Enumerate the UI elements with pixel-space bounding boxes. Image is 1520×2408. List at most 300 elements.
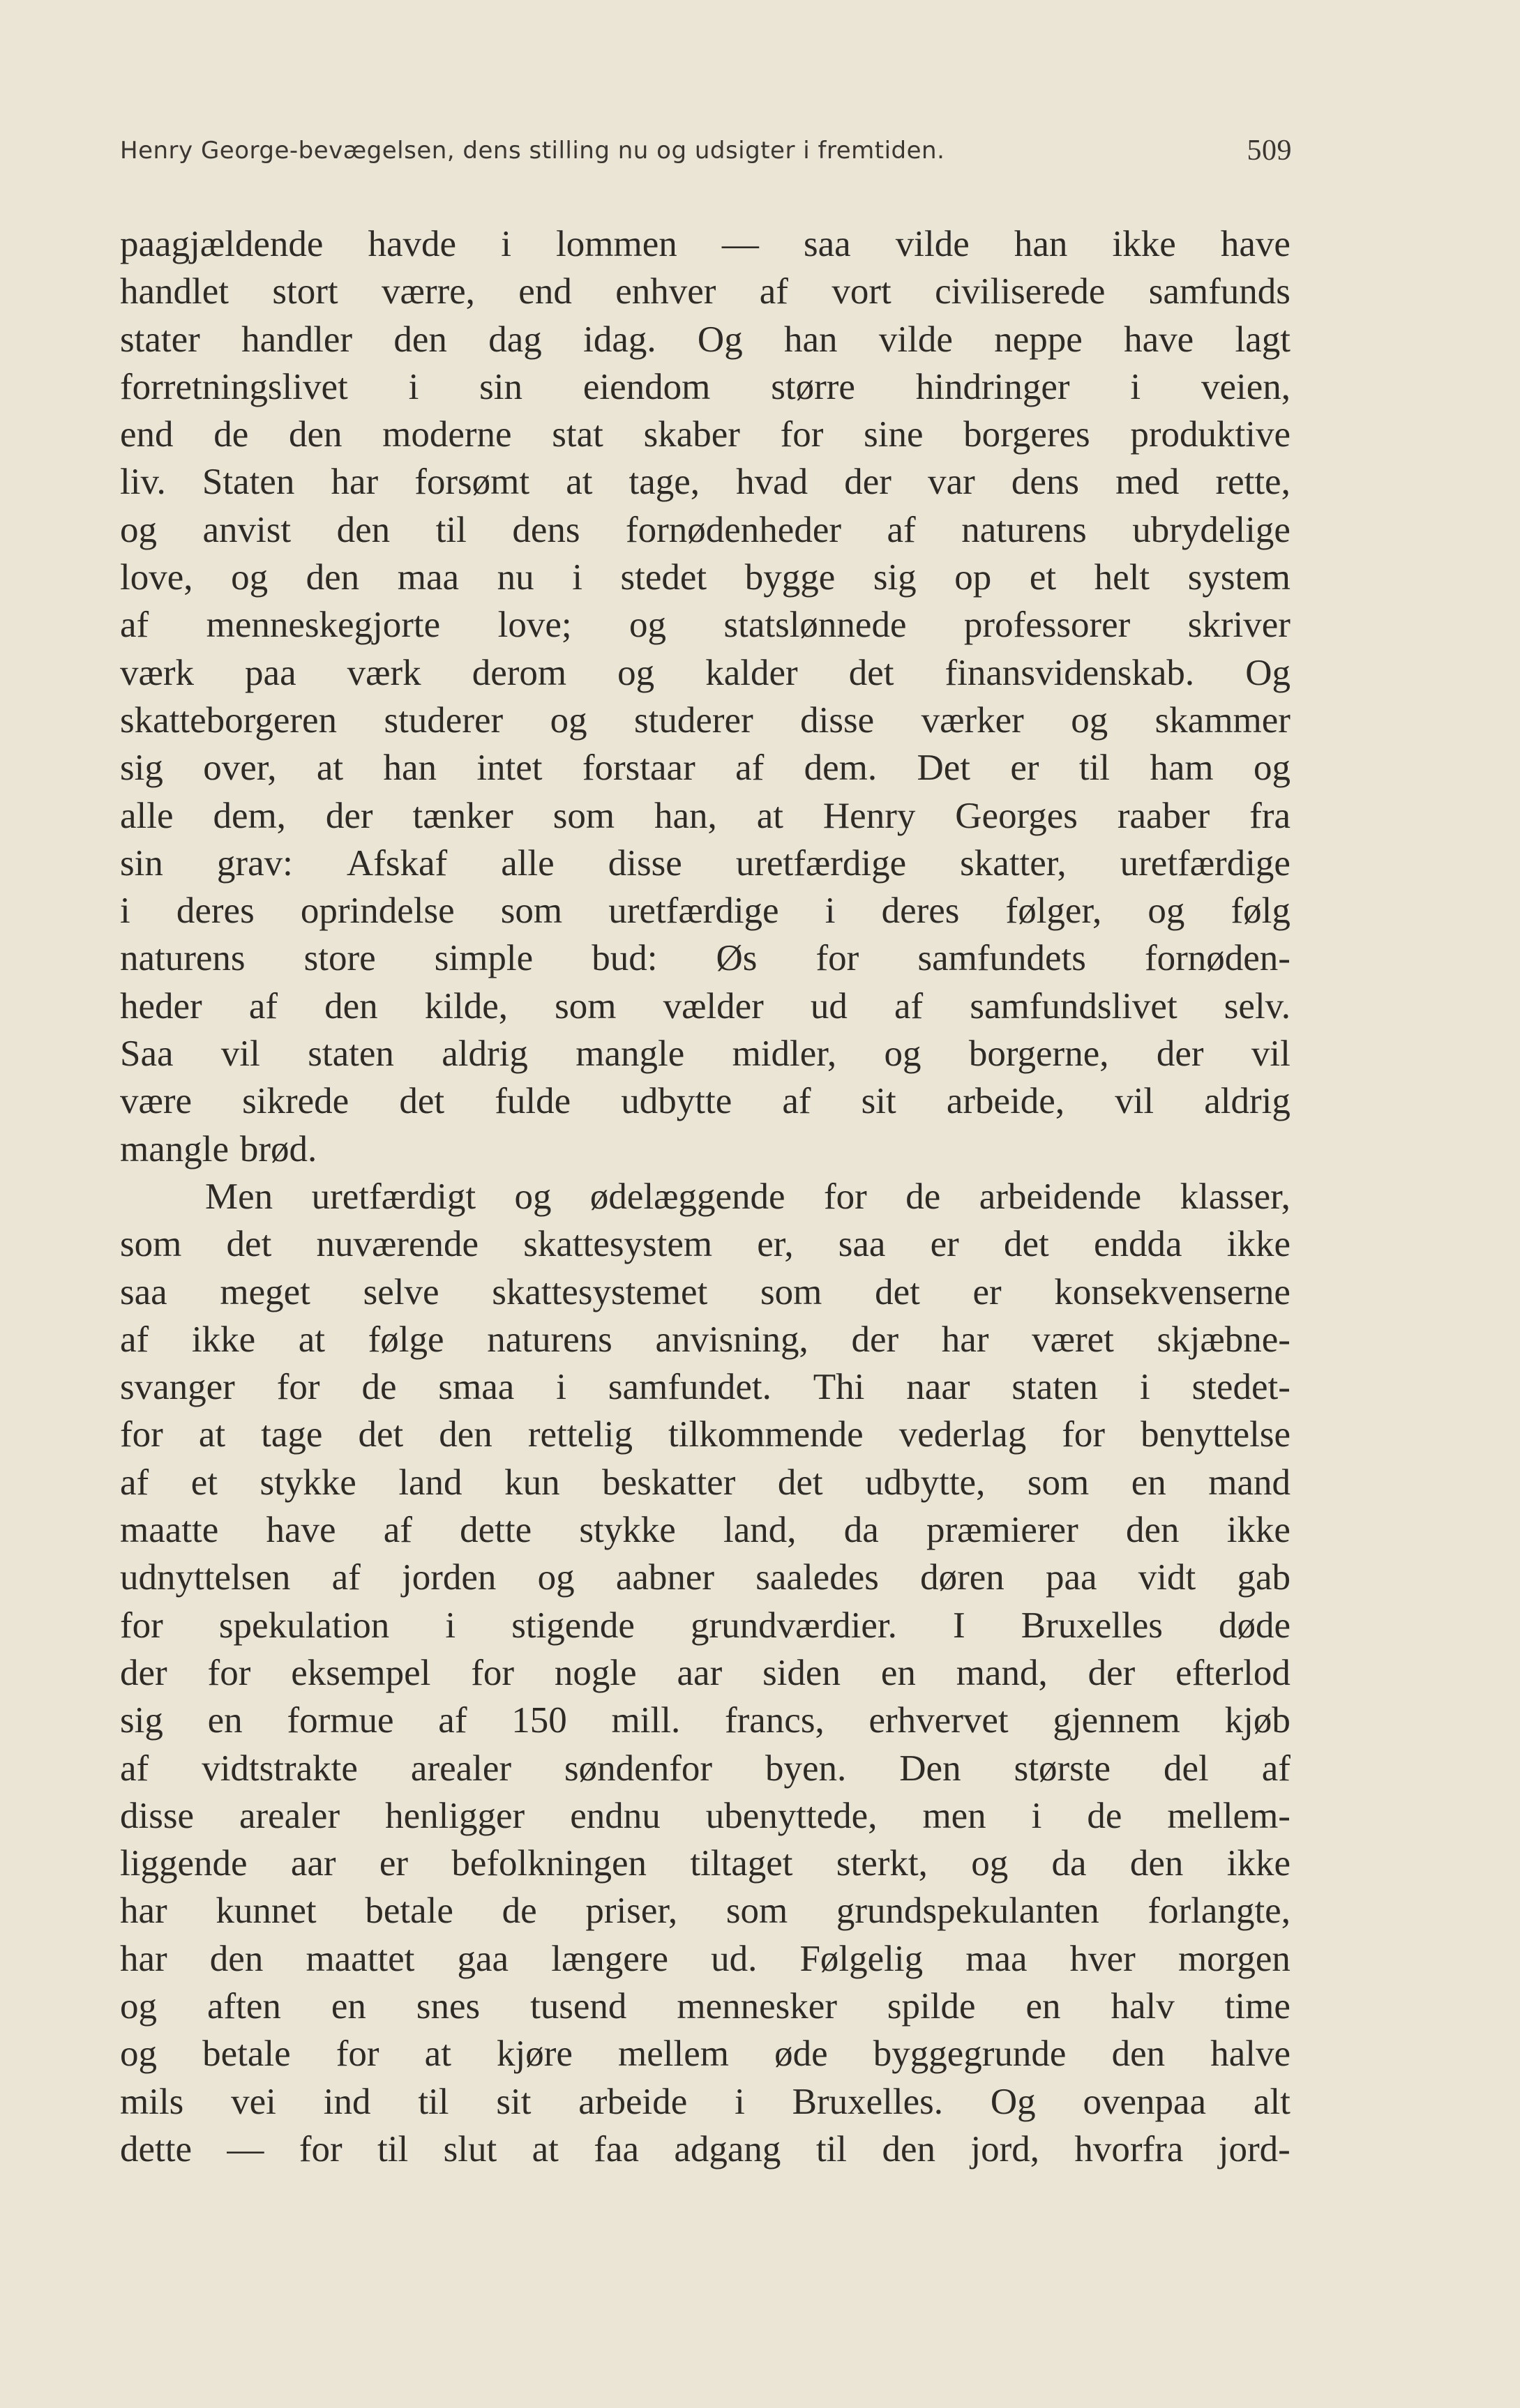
word: derom: [472, 652, 567, 693]
word: skjæbne-: [1157, 1319, 1291, 1360]
word: arealer: [239, 1795, 340, 1836]
word: svanger: [120, 1367, 235, 1408]
word: har: [941, 1319, 989, 1360]
word: den: [882, 2128, 935, 2170]
word: Afskaf: [346, 842, 448, 884]
word: værk: [347, 652, 421, 693]
word: dag: [488, 319, 542, 360]
word: stedet: [620, 557, 707, 598]
word: neppe: [994, 319, 1083, 360]
paragraph: [120, 220, 1291, 1173]
text-line: [120, 1935, 1291, 1983]
word: at: [198, 1414, 226, 1455]
word: en: [331, 1985, 366, 2027]
text-line: [120, 887, 1291, 934]
word: selve: [363, 1271, 439, 1312]
word: havde: [368, 224, 457, 264]
word: dem.: [804, 748, 878, 789]
word: udbytte: [621, 1081, 732, 1122]
word: til: [377, 2128, 409, 2170]
word: nuværende: [316, 1224, 479, 1265]
text-line: [120, 601, 1291, 649]
word: uretfærdige: [1120, 842, 1291, 884]
word: for: [824, 1176, 867, 1217]
word: følge: [368, 1319, 444, 1360]
text-line: [120, 1840, 1291, 1887]
text-line: [120, 1602, 1291, 1649]
word: samfundet.: [608, 1367, 772, 1408]
word: mellem: [618, 2034, 729, 2075]
word: af: [759, 271, 788, 312]
text-line: [120, 840, 1291, 887]
word: forretningslivet: [120, 366, 348, 407]
word: mellem-: [1167, 1795, 1291, 1836]
word: stater: [120, 319, 200, 360]
word: de: [1087, 1795, 1122, 1836]
word: af: [1261, 1748, 1291, 1789]
word: ind: [323, 2081, 371, 2122]
word: af: [120, 1462, 149, 1503]
word: skattesystemet: [492, 1271, 708, 1312]
text-line: [120, 1887, 1291, 1934]
word: beskatter: [602, 1462, 736, 1503]
word: en: [1025, 1985, 1061, 2027]
word: moderne: [382, 414, 512, 455]
word: adgang: [674, 2128, 781, 2170]
word: med: [1115, 462, 1180, 503]
word: spilde: [887, 1985, 976, 2027]
word: arbeide,: [946, 1081, 1065, 1122]
word: grav:: [216, 842, 293, 884]
word: den: [306, 557, 360, 598]
word: at: [298, 1319, 325, 1360]
word: disse: [120, 1795, 194, 1836]
text-line: [120, 1649, 1291, 1697]
word: har: [120, 1938, 167, 1979]
word: Øs: [716, 938, 758, 979]
word: mangle: [120, 1128, 229, 1169]
word: mangle: [575, 1033, 685, 1075]
word: er,: [757, 1224, 794, 1265]
word: det: [777, 1462, 823, 1503]
word: værker: [921, 699, 1024, 741]
word: morgen: [1177, 1938, 1291, 1979]
text-line: [120, 744, 1291, 792]
word: tage: [261, 1414, 323, 1455]
word: i: [1130, 366, 1141, 407]
word: der: [1088, 1652, 1136, 1693]
word: for: [299, 2128, 343, 2170]
word: de: [361, 1367, 397, 1408]
text-line: [120, 1983, 1291, 2030]
text-line: [120, 1363, 1291, 1411]
text-line: [120, 649, 1291, 697]
word: kilde,: [424, 985, 508, 1027]
word: de: [213, 414, 249, 455]
word: i: [445, 1605, 456, 1646]
word: dem,: [213, 795, 286, 836]
word: det: [1004, 1224, 1049, 1265]
word: anvist: [202, 509, 292, 550]
word: ikke: [1226, 1843, 1291, 1884]
word: og: [971, 1843, 1009, 1884]
word: aabner: [615, 1557, 715, 1598]
word: værk: [120, 652, 194, 693]
text-line: [120, 554, 1291, 601]
word: endda: [1093, 1224, 1182, 1265]
word: af: [248, 985, 278, 1027]
word: været: [1032, 1319, 1114, 1360]
word: det: [875, 1271, 920, 1312]
text-line: [120, 268, 1291, 315]
word: Georges: [955, 795, 1078, 836]
word: af: [120, 605, 149, 646]
word: uretfærdige: [735, 842, 907, 884]
word: studerer: [634, 699, 753, 741]
word: betale: [202, 2034, 291, 2075]
word: aldrig: [1204, 1081, 1291, 1122]
word: rettelig: [527, 1414, 633, 1455]
word: civiliserede: [935, 271, 1106, 312]
word: naturens: [961, 509, 1087, 550]
word: disse: [608, 842, 682, 884]
word: hvorfra: [1074, 2128, 1184, 2170]
word: har: [331, 462, 379, 503]
word: som: [760, 1271, 822, 1312]
word: han: [383, 748, 437, 789]
word: vort: [832, 271, 891, 312]
word: den: [1129, 1843, 1184, 1884]
word: erhvervet: [868, 1700, 1009, 1741]
word: stykke: [579, 1510, 676, 1551]
word: ikke: [1112, 224, 1176, 264]
word: være: [120, 1081, 193, 1122]
word: I: [952, 1605, 965, 1646]
word: faa: [594, 2128, 639, 2170]
text-line: [120, 1173, 1291, 1220]
text-line: [120, 1459, 1291, 1506]
word: fulde: [495, 1081, 571, 1122]
word: i: [572, 557, 582, 598]
word: følg: [1231, 891, 1291, 932]
word: bud:: [592, 938, 658, 979]
word: af: [120, 1319, 149, 1360]
word: finansvidenskab.: [945, 652, 1195, 693]
word: Thi: [813, 1367, 865, 1408]
word: og: [514, 1176, 552, 1217]
word: øde: [774, 2034, 828, 2075]
word: gaa: [457, 1938, 509, 1979]
word: vidtstrakte: [202, 1748, 358, 1789]
word: i: [501, 224, 511, 264]
word: i: [120, 891, 130, 932]
text-line: [120, 1269, 1291, 1316]
word: saa: [838, 1224, 886, 1265]
word: stat: [552, 414, 603, 455]
word: dette: [120, 2128, 192, 2170]
word: paagjældende: [120, 224, 324, 264]
word: udnyttelsen: [120, 1557, 291, 1598]
word: for: [207, 1652, 251, 1693]
word: af: [331, 1557, 361, 1598]
word: og: [1253, 748, 1291, 789]
word: han: [1014, 224, 1068, 264]
word: da: [1051, 1843, 1087, 1884]
word: sig: [120, 748, 163, 789]
word: skammer: [1154, 699, 1291, 741]
word: Saa: [120, 1033, 174, 1075]
word: kjøre: [497, 2034, 573, 2075]
word: endnu: [570, 1795, 661, 1836]
word: jord-: [1218, 2128, 1291, 2170]
text-line: [120, 220, 1291, 268]
word: de: [502, 1891, 537, 1932]
word: ubenyttede,: [705, 1795, 878, 1836]
word: vilde: [895, 224, 970, 264]
word: love,: [120, 557, 193, 598]
word: nu: [497, 557, 534, 598]
word: heder: [120, 985, 202, 1027]
word: til: [815, 2128, 848, 2170]
word: borgeres: [963, 414, 1090, 455]
word: sin: [479, 366, 523, 407]
word: og: [231, 557, 269, 598]
word: tusend: [530, 1985, 627, 2027]
word: ubrydelige: [1132, 509, 1291, 550]
word: sig: [873, 557, 917, 598]
word: del: [1163, 1748, 1209, 1789]
word: stykke: [259, 1462, 356, 1503]
word: og: [1071, 699, 1108, 741]
word: dens: [512, 509, 580, 550]
word: det: [399, 1081, 445, 1122]
word: sterkt,: [836, 1843, 928, 1884]
word: op: [954, 557, 992, 598]
word: selv.: [1224, 985, 1291, 1027]
word: kun: [504, 1462, 560, 1503]
word: have: [1220, 224, 1291, 264]
word: som: [552, 795, 615, 836]
word: naturens: [120, 938, 246, 979]
word: saaledes: [755, 1557, 879, 1598]
word: alt: [1253, 2081, 1291, 2122]
text-line: [120, 1697, 1291, 1744]
word: anvisning,: [655, 1319, 808, 1360]
word: brød.: [239, 1128, 317, 1169]
text-line: [120, 934, 1291, 982]
word: skaber: [643, 414, 740, 455]
text-line: [120, 1792, 1291, 1840]
word: for: [120, 1605, 163, 1646]
word: følger,: [1005, 891, 1102, 932]
word: liv.: [120, 462, 166, 503]
word: vil: [220, 1033, 260, 1075]
word: døde: [1218, 1605, 1291, 1646]
text-line: [120, 1506, 1291, 1554]
word: saa: [803, 224, 851, 264]
word: og: [550, 699, 587, 741]
text-line: [120, 1220, 1291, 1268]
word: Men: [205, 1176, 273, 1217]
word: lagt: [1235, 319, 1291, 360]
word: et: [190, 1462, 218, 1503]
word: byen.: [765, 1748, 847, 1789]
word: maatte: [120, 1510, 219, 1551]
word: kalder: [705, 652, 798, 693]
word: bygge: [744, 557, 836, 598]
word: mand: [1208, 1462, 1291, 1503]
page-number: 509: [1247, 135, 1292, 167]
word: Følgelig: [799, 1938, 924, 1979]
word: priser,: [585, 1891, 678, 1932]
word: maa: [965, 1938, 1028, 1979]
word: samfundets: [917, 938, 1086, 979]
word: grundspekulanten: [836, 1891, 1099, 1932]
word: —: [227, 2128, 264, 2170]
word: store: [303, 938, 376, 979]
word: som: [120, 1224, 182, 1265]
word: og: [120, 509, 157, 550]
word: produktive: [1130, 414, 1291, 455]
word: dette: [460, 1510, 532, 1551]
word: staten: [308, 1033, 394, 1075]
word: er: [1010, 748, 1039, 789]
word: det: [848, 652, 894, 693]
word: og: [617, 652, 655, 693]
word: stedet-: [1191, 1367, 1291, 1408]
word: staten: [1011, 1367, 1099, 1408]
word: paa: [1045, 1557, 1097, 1598]
word: halve: [1210, 2034, 1291, 2075]
word: statslønnede: [723, 605, 907, 646]
word: over,: [203, 748, 277, 789]
word: den: [393, 319, 447, 360]
word: en: [1131, 1462, 1166, 1503]
word: liggende: [120, 1843, 248, 1884]
word: smaa: [438, 1367, 515, 1408]
word: der: [325, 795, 373, 836]
word: deres: [881, 891, 960, 932]
word: ødelæggende: [589, 1176, 785, 1217]
word: han: [784, 319, 838, 360]
word: tænker: [412, 795, 513, 836]
text-line: [120, 1411, 1291, 1458]
word: den: [439, 1414, 492, 1455]
text-line: [120, 697, 1291, 744]
word: for: [276, 1367, 320, 1408]
word: mand,: [956, 1652, 1048, 1693]
word: vederlag: [898, 1414, 1027, 1455]
word: større: [771, 366, 855, 407]
word: han,: [654, 795, 717, 836]
word: 150: [511, 1700, 567, 1741]
text-line: [120, 1316, 1291, 1363]
word: have: [266, 1510, 336, 1551]
word: land: [398, 1462, 462, 1503]
word: af: [782, 1081, 811, 1122]
word: enhver: [615, 271, 716, 312]
word: uretfærdige: [608, 891, 779, 932]
word: ud: [810, 985, 848, 1027]
word: og: [629, 605, 667, 646]
word: end: [120, 414, 174, 455]
word: den: [1125, 1510, 1180, 1551]
text-line: [120, 1126, 1291, 1173]
word: henligger: [385, 1795, 525, 1836]
word: halv: [1111, 1985, 1175, 2027]
word: benyttelse: [1141, 1414, 1291, 1455]
word: skattesystem: [523, 1224, 713, 1265]
text-line: [120, 363, 1291, 411]
word: søndenfor: [564, 1748, 712, 1789]
word: system: [1187, 557, 1291, 598]
word: i: [408, 366, 419, 407]
word: der: [844, 462, 891, 503]
word: og: [1147, 891, 1185, 932]
word: nogle: [554, 1652, 637, 1693]
text-line: [120, 983, 1291, 1030]
word: Og: [697, 319, 743, 360]
body-text: [120, 220, 1291, 2173]
word: at: [756, 795, 783, 836]
text-line: [120, 1077, 1291, 1125]
text-line: [120, 411, 1291, 458]
word: klasser,: [1180, 1176, 1291, 1217]
word: —: [721, 224, 759, 264]
word: aar: [677, 1652, 723, 1693]
word: grundværdier.: [690, 1605, 897, 1646]
word: af: [894, 985, 924, 1027]
word: der: [851, 1319, 899, 1360]
word: fornødenheder: [625, 509, 842, 550]
word: arbeidende: [979, 1176, 1142, 1217]
word: professorer: [963, 605, 1131, 646]
word: præmierer: [926, 1510, 1078, 1551]
word: at: [566, 462, 593, 503]
word: simple: [434, 938, 534, 979]
paragraph: [120, 1173, 1291, 2173]
word: befolkningen: [451, 1843, 647, 1884]
word: spekulation: [218, 1605, 390, 1646]
word: gjennem: [1053, 1700, 1180, 1741]
word: og: [537, 1557, 575, 1598]
word: ikke: [191, 1319, 256, 1360]
word: Bruxelles.: [792, 2081, 944, 2122]
word: af: [383, 1510, 412, 1551]
word: stort: [272, 271, 338, 312]
text-line: [120, 506, 1291, 554]
word: de: [905, 1176, 941, 1217]
word: Staten: [202, 462, 295, 503]
word: det: [358, 1414, 404, 1455]
word: sin: [120, 842, 163, 884]
word: snes: [416, 1985, 481, 2027]
word: maa: [397, 557, 460, 598]
word: er: [972, 1271, 1002, 1312]
word: vælder: [663, 985, 764, 1027]
word: handler: [241, 319, 353, 360]
text-line: [120, 458, 1291, 506]
word: forlangte,: [1147, 1891, 1291, 1932]
word: som: [555, 985, 617, 1027]
word: eiendom: [582, 366, 711, 407]
word: veien,: [1201, 366, 1291, 407]
word: til: [1078, 748, 1111, 789]
word: Og: [1245, 652, 1291, 693]
word: siden: [762, 1652, 841, 1693]
word: hvad: [736, 462, 808, 503]
word: francs,: [724, 1700, 825, 1741]
